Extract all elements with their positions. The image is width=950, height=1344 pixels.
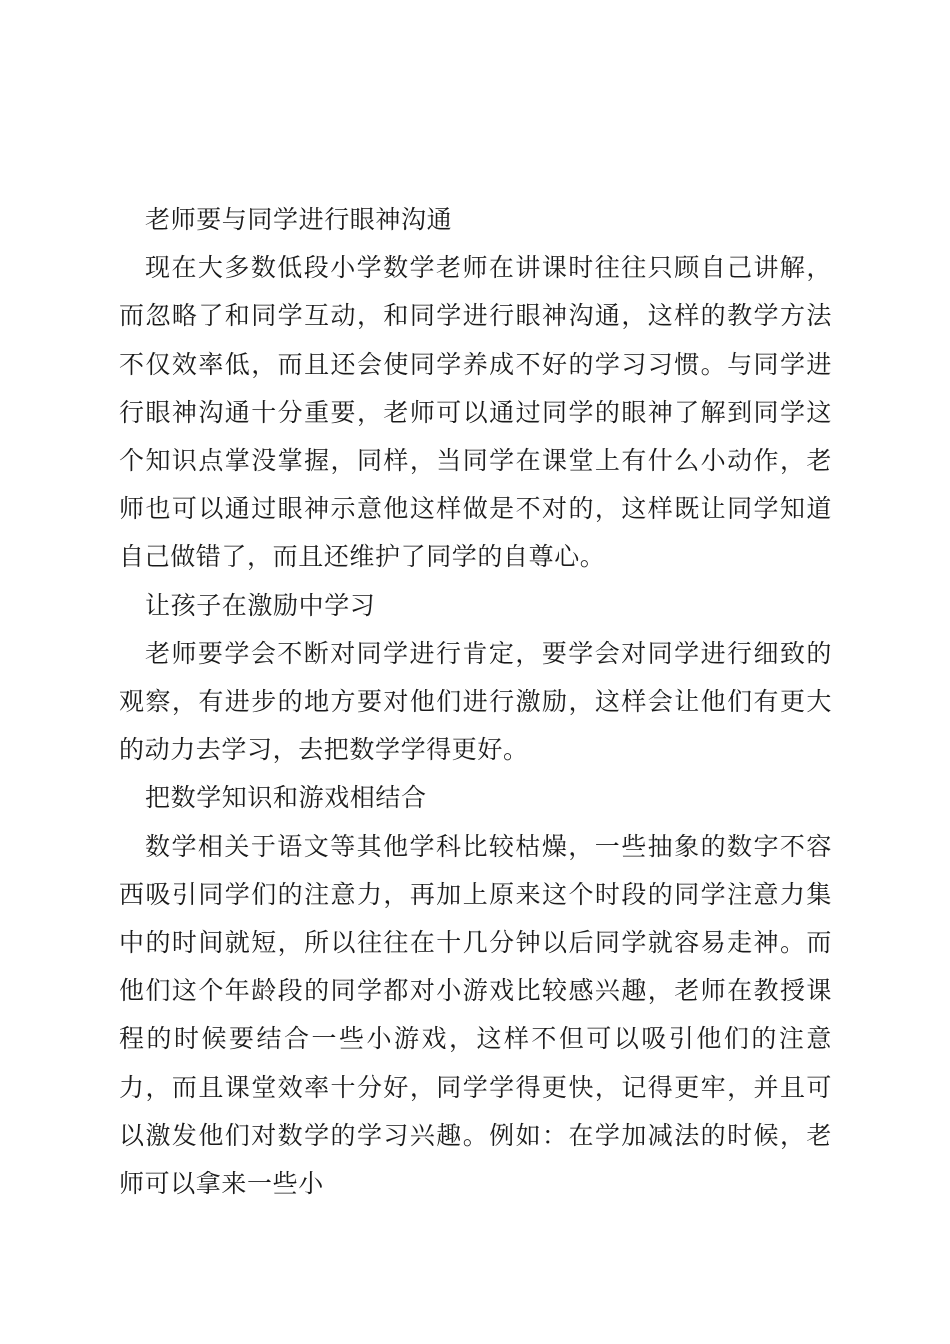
section-heading-games: 把数学知识和游戏相结合	[145, 783, 427, 813]
section-paragraph-encouragement: 老师要学会不断对同学进行肯定，要学会对同学进行细致的观察，有进步的地方要对他们进行激励，这样会让他们有更大的动力去学习，去把数学学得更好。	[119, 638, 832, 765]
section-paragraph-eye-contact: 现在大多数低段小学数学老师在讲课时往往只顾自己讲解，而忽略了和同学互动，和同学进行眼神沟通，这样的教学方法不仅效率低，而且还会使同学养成不好的学习习惯。与同学进行眼神沟通十分重要，老师可以通过同学的眼神了解到同学这个知识点掌没掌握，同样，当同学在课堂上有什么小动作，老师也可以通过眼神示意他这样做是不对的，这样既让同学知道自己做错了，而且还维护了同学的自尊心。	[119, 253, 832, 572]
section-heading-encouragement: 让孩子在激励中学习	[145, 590, 376, 620]
document-body	[119, 196, 832, 1208]
section-heading-eye-contact: 老师要与同学进行眼神沟通	[145, 205, 453, 234]
section-paragraph-games: 数学相关于语文等其他学科比较枯燥，一些抽象的数字不容西吸引同学们的注意力，再加上原来这个时段的同学注意力集中的时间就短，所以往往在十几分钟以后同学就容易走神。而他们这个年龄段的同学都对小游戏比较感兴趣，老师在教授课程的时候要结合一些小游戏，这样不但可以吸引他们的注意力，而且课堂效率十分好，同学学得更快，记得更牢，并且可以激发他们对数学的学习兴趣。例如：在学加减法的时候，老师可以拿来一些小	[119, 831, 832, 1199]
